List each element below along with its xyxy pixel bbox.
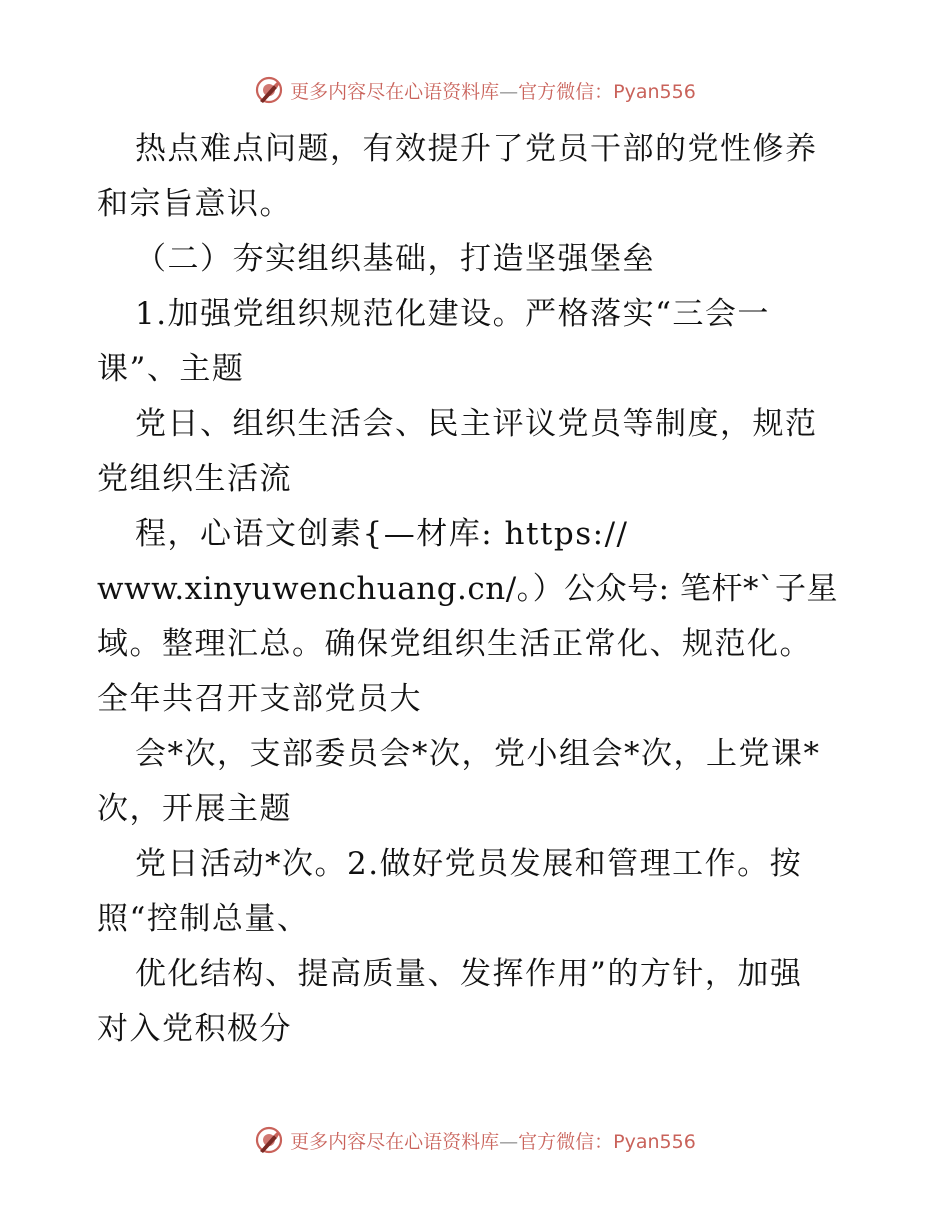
text-line: 次，开展主题 xyxy=(97,791,292,827)
pen-logo-icon xyxy=(254,1125,284,1155)
text-line: 域。整理汇总。确保党组织生活正常化、规范化。 xyxy=(97,626,812,662)
footer-watermark-banner xyxy=(0,1120,950,1160)
text-line: 热点难点问题，有效提升了党员干部的党性修养 xyxy=(135,131,818,167)
text-line: 1.加强党组织规范化建设。严格落实“三会一 xyxy=(135,296,770,332)
banner-text: 更多内容尽在心语资料库—官方微信：Pyan556 xyxy=(290,80,696,103)
pen-logo-icon xyxy=(254,75,284,105)
text-line: 党组织生活流 xyxy=(97,461,292,497)
text-line: 全年共召开支部党员大 xyxy=(97,681,422,717)
text-line: 党日活动*次。2.做好党员发展和管理工作。按 xyxy=(135,846,803,882)
text-line: 照“控制总量、 xyxy=(97,901,310,937)
text-line: （二）夯实组织基础，打造坚强堡垒 xyxy=(135,241,655,277)
banner-text: 更多内容尽在心语资料库—官方微信：Pyan556 xyxy=(290,1130,696,1153)
header-watermark-banner xyxy=(0,70,950,110)
text-line: 程，心语文创素{—材库: https:// xyxy=(135,516,629,552)
text-line: 课”、主题 xyxy=(97,351,245,387)
text-line: 和宗旨意识。 xyxy=(97,186,292,222)
text-line: 优化结构、提高质量、发挥作用”的方针，加强 xyxy=(135,956,803,992)
document-body xyxy=(97,122,857,1057)
text-line: 对入党积极分 xyxy=(97,1011,292,1047)
text-line: 党日、组织生活会、民主评议党员等制度，规范 xyxy=(135,406,818,442)
text-line: 会*次，支部委员会*次，党小组会*次，上党课* xyxy=(135,736,821,772)
text-line: www.xinyuwenchuang.cn/。）公众号: 笔杆*`子星 xyxy=(97,571,838,607)
